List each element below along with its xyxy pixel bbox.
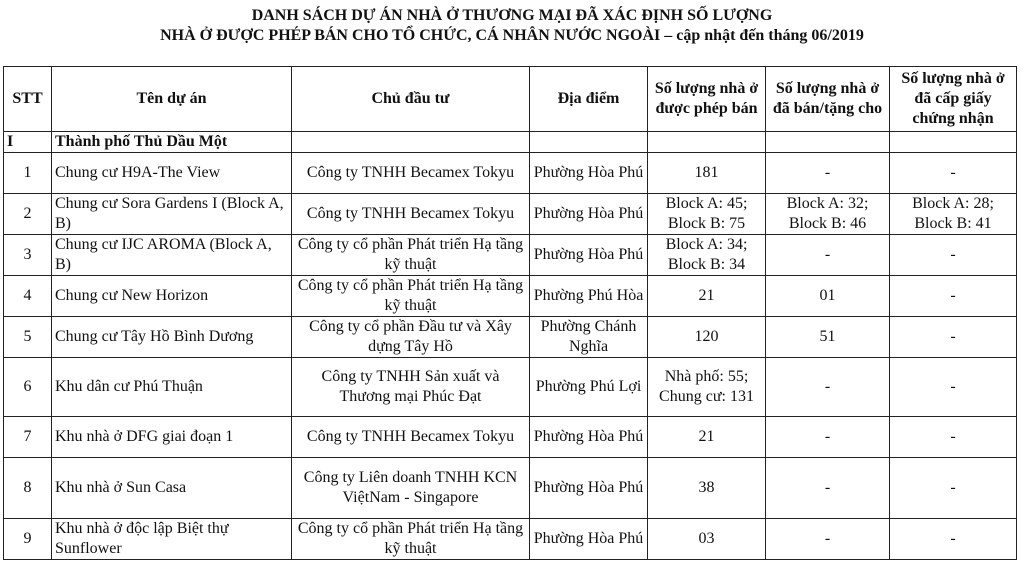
header-investor: Chủ đầu tư bbox=[292, 67, 530, 132]
table-row bbox=[4, 153, 1017, 194]
cell-allowed-count: Block A: 45; Block B: 75 bbox=[648, 194, 766, 235]
cell-allowed-count: 03 bbox=[648, 519, 766, 560]
cell-allowed-count: Block A: 34; Block B: 34 bbox=[648, 235, 766, 276]
table-row bbox=[4, 519, 1017, 560]
cell-sold-count: 01 bbox=[766, 276, 890, 317]
cell-sold-count: - bbox=[766, 153, 890, 194]
cell-allowed-count: 21 bbox=[648, 417, 766, 458]
cell-certified-count: - bbox=[890, 358, 1017, 417]
cell-investor: Công ty cổ phần Đầu tư và Xây dựng Tây Hồ bbox=[292, 317, 530, 358]
cell-investor: Công ty TNHH Sản xuất và Thương mại Phúc Đạt bbox=[292, 358, 530, 417]
cell-stt: 4 bbox=[4, 276, 52, 317]
cell-sold-count: - bbox=[766, 458, 890, 519]
table-row bbox=[4, 417, 1017, 458]
header-allowed-count: Số lượng nhà ở được phép bán bbox=[648, 67, 766, 132]
table-row bbox=[4, 458, 1017, 519]
cell-project-name: Chung cư Sora Gardens I (Block A, B) bbox=[52, 194, 292, 235]
document-title bbox=[0, 0, 1024, 50]
table-row bbox=[4, 276, 1017, 317]
cell-location: Phường Hòa Phú bbox=[530, 235, 648, 276]
cell-sold-count: - bbox=[766, 235, 890, 276]
cell-stt: 7 bbox=[4, 417, 52, 458]
section-number: I bbox=[4, 132, 52, 153]
cell-certified-count: - bbox=[890, 317, 1017, 358]
cell-certified-count: - bbox=[890, 519, 1017, 560]
cell-investor: Công ty cổ phần Phát triển Hạ tầng kỹ thuật bbox=[292, 235, 530, 276]
cell-stt: 6 bbox=[4, 358, 52, 417]
header-sold-count: Số lượng nhà ở đã bán/tặng cho bbox=[766, 67, 890, 132]
table-row bbox=[4, 317, 1017, 358]
cell-project-name: Chung cư H9A-The View bbox=[52, 153, 292, 194]
cell-location: Phường Phú Hòa bbox=[530, 276, 648, 317]
cell-stt: 5 bbox=[4, 317, 52, 358]
header-row bbox=[4, 67, 1017, 132]
section-name: Thành phố Thủ Dầu Một bbox=[52, 132, 292, 153]
cell-stt: 3 bbox=[4, 235, 52, 276]
cell-certified-count: - bbox=[890, 417, 1017, 458]
cell-sold-count: Block A: 32; Block B: 46 bbox=[766, 194, 890, 235]
cell-location: Phường Hòa Phú bbox=[530, 194, 648, 235]
cell-sold-count: 51 bbox=[766, 317, 890, 358]
cell-sold-count: - bbox=[766, 519, 890, 560]
cell-investor: Công ty TNHH Becamex Tokyu bbox=[292, 417, 530, 458]
cell-certified-count: Block A: 28; Block B: 41 bbox=[890, 194, 1017, 235]
cell-location: Phường Hòa Phú bbox=[530, 417, 648, 458]
cell-allowed-count: 120 bbox=[648, 317, 766, 358]
cell-certified-count: - bbox=[890, 276, 1017, 317]
cell-sold-count: - bbox=[766, 417, 890, 458]
header-project-name: Tên dự án bbox=[52, 67, 292, 132]
cell-project-name: Chung cư IJC AROMA (Block A, B) bbox=[52, 235, 292, 276]
title-line-1: DANH SÁCH DỰ ÁN NHÀ Ở THƯƠNG MẠI ĐÃ XÁC ĐỊNH SỐ LƯỢNG bbox=[251, 7, 773, 24]
cell-sold-count: - bbox=[766, 358, 890, 417]
cell-investor: Công ty cổ phần Phát triển Hạ tầng kỹ thuật bbox=[292, 519, 530, 560]
cell-allowed-count: 181 bbox=[648, 153, 766, 194]
header-location: Địa điểm bbox=[530, 67, 648, 132]
cell-location: Phường Hòa Phú bbox=[530, 153, 648, 194]
cell-allowed-count: 21 bbox=[648, 276, 766, 317]
cell-investor: Công ty TNHH Becamex Tokyu bbox=[292, 153, 530, 194]
cell-stt: 9 bbox=[4, 519, 52, 560]
cell-project-name: Chung cư New Horizon bbox=[52, 276, 292, 317]
table-row bbox=[4, 235, 1017, 276]
section-row bbox=[4, 132, 1017, 153]
cell-certified-count: - bbox=[890, 153, 1017, 194]
table-row bbox=[4, 358, 1017, 417]
projects-table bbox=[3, 66, 1017, 560]
cell-project-name: Khu nhà ở Sun Casa bbox=[52, 458, 292, 519]
cell-location: Phường Chánh Nghĩa bbox=[530, 317, 648, 358]
cell-investor: Công ty TNHH Becamex Tokyu bbox=[292, 194, 530, 235]
cell-certified-count: - bbox=[890, 235, 1017, 276]
cell-project-name: Chung cư Tây Hồ Bình Dương bbox=[52, 317, 292, 358]
header-stt: STT bbox=[4, 67, 52, 132]
cell-stt: 2 bbox=[4, 194, 52, 235]
cell-stt: 8 bbox=[4, 458, 52, 519]
projects-table-wrapper bbox=[3, 66, 1019, 560]
cell-allowed-count: 38 bbox=[648, 458, 766, 519]
cell-project-name: Khu nhà ở độc lập Biệt thự Sunflower bbox=[52, 519, 292, 560]
cell-investor: Công ty Liên doanh TNHH KCN ViệtNam - Singapore bbox=[292, 458, 530, 519]
cell-certified-count: - bbox=[890, 458, 1017, 519]
cell-project-name: Khu dân cư Phú Thuận bbox=[52, 358, 292, 417]
title-line-2: NHÀ Ở ĐƯỢC PHÉP BÁN CHO TỔ CHỨC, CÁ NHÂN NƯỚC NGOÀI – cập nhật đến tháng 06/2019 bbox=[160, 27, 864, 44]
cell-location: Phường Phú Lợi bbox=[530, 358, 648, 417]
table-row bbox=[4, 194, 1017, 235]
cell-location: Phường Hòa Phú bbox=[530, 458, 648, 519]
cell-location: Phường Hòa Phú bbox=[530, 519, 648, 560]
header-certified-count: Số lượng nhà ở đã cấp giấy chứng nhận bbox=[890, 67, 1017, 132]
cell-allowed-count: Nhà phố: 55; Chung cư: 131 bbox=[648, 358, 766, 417]
cell-investor: Công ty cổ phần Phát triển Hạ tầng kỹ thuật bbox=[292, 276, 530, 317]
cell-project-name: Khu nhà ở DFG giai đoạn 1 bbox=[52, 417, 292, 458]
cell-stt: 1 bbox=[4, 153, 52, 194]
